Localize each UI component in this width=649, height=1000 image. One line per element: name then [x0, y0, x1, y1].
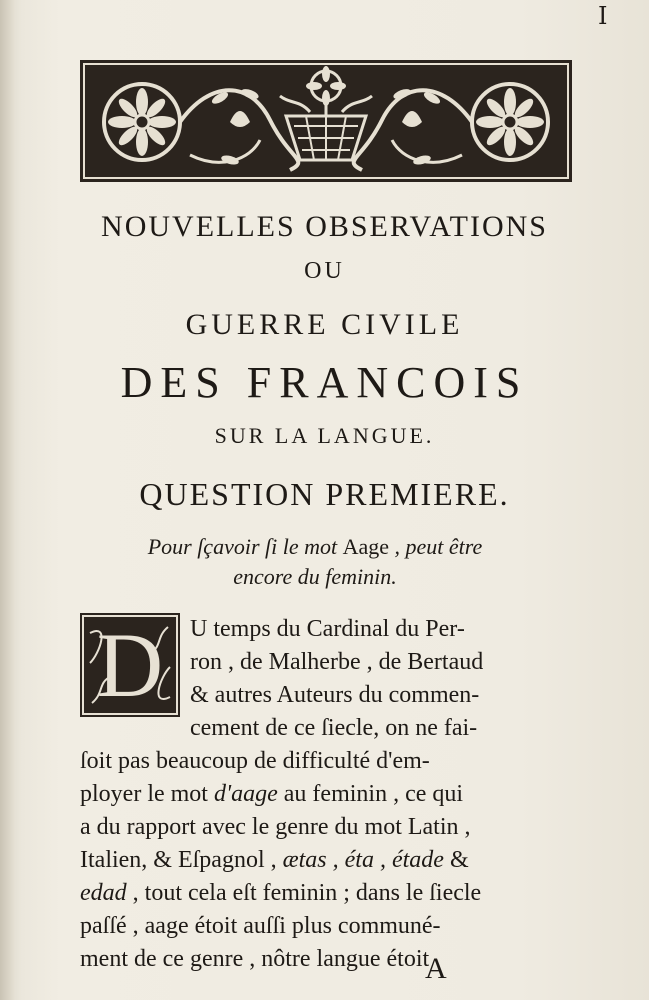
body-italic: edad [80, 880, 127, 906]
title-line-5: SUR LA LANGUE. [214, 423, 435, 448]
dropcap-letter: D [96, 614, 164, 716]
body-line-11: ment de ce genre , nôtre langue étoit [80, 946, 430, 972]
floral-ornament-icon [80, 60, 572, 182]
body-italic: d'aage [213, 781, 278, 807]
body-line-9 [80, 878, 481, 908]
body-line-3: & autres Auteurs du commen- [190, 682, 480, 708]
body-line-4: cement de ce ſiecle, on ne fai- [190, 715, 478, 741]
body-text: au feminin , ce qui [277, 781, 464, 807]
body-line-2: ron , de Malherbe , de Bertaud [190, 649, 484, 675]
subtitle-text-b: , peut être [389, 534, 483, 559]
decorated-initial-icon [80, 613, 180, 717]
title-line-4: DES FRANCOIS [120, 358, 529, 407]
section-heading: QUESTION PREMIERE. [139, 476, 510, 512]
title-line-2: OU [304, 258, 345, 284]
catchword: A [425, 952, 447, 985]
title-line-3: GUERRE CIVILE [185, 308, 464, 341]
body-line-10: paſſé , aage étoit auſſi plus communé- [80, 913, 441, 939]
body-text: & [443, 847, 469, 873]
body-line-7: a du rapport avec le genre du mot Latin , [80, 814, 471, 840]
body-line-8 [80, 845, 469, 875]
body-line-5: ſoit pas beaucoup de difficulté d'em- [80, 748, 430, 774]
subtitle-text-a: Pour ſçavoir ſi le mot [147, 534, 343, 559]
body-line-1: U temps du Cardinal du Per- [190, 616, 465, 642]
subtitle-text-c: encore du feminin. [233, 564, 397, 589]
headpiece-ornament [80, 60, 572, 182]
section-subtitle [85, 532, 545, 592]
page-folio: I [598, 2, 608, 30]
body-line-6 [80, 779, 463, 809]
body-text: , tout cela eſt feminin ; dans le ſiecle [126, 880, 482, 906]
subtitle-word: Aage [342, 534, 390, 559]
body-italic: ætas , éta , étade [282, 847, 444, 873]
body-text: ployer le mot [80, 781, 214, 807]
body-text: Italien, & Eſpagnol , [80, 847, 283, 873]
title-line-1: NOUVELLES OBSERVATIONS [101, 210, 548, 243]
